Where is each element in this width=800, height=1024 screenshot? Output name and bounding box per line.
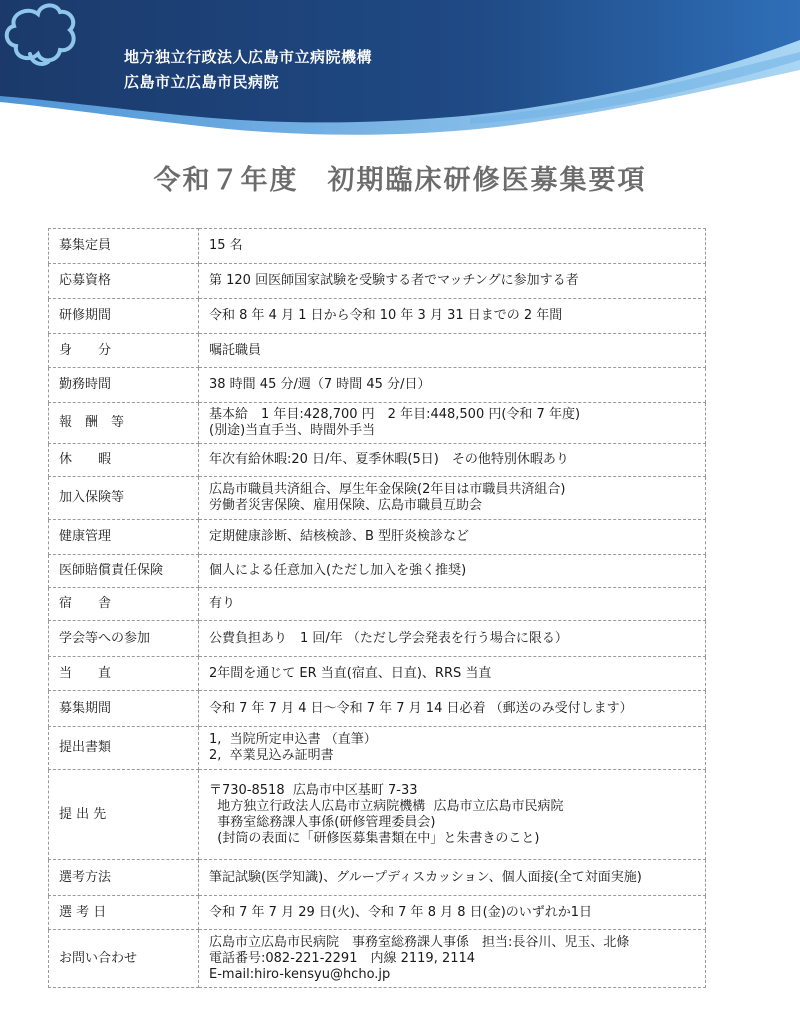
row-label: 研修期間	[49, 299, 199, 334]
row-value-line: 第 120 回医師国家試験を受験する者でマッチングに参加する者	[209, 273, 579, 288]
row-value-line: 基本給 1 年目:428,700 円 2 年目:448,500 円(令和 7 年度)	[209, 407, 581, 422]
row-label: 当 直	[49, 657, 199, 691]
row-value-line: 電話番号:082-221-2291 内線 2119, 2114	[209, 950, 476, 966]
row-value-line: 地方独立行政法人広島市立病院機構 広島市立広島市民病院	[209, 798, 564, 814]
hospital-name: 広島市立広島市民病院	[124, 73, 280, 91]
row-label: 勤務時間	[49, 368, 199, 403]
header-wave-background	[0, 0, 800, 150]
row-value	[199, 770, 706, 860]
row-value	[199, 444, 706, 477]
row-value-line: 令和 7 年 7 月 29 日(火)、令和 7 年 8 月 8 日(金)のいずれか1日	[209, 904, 593, 920]
row-value-line: 事務室総務課人事係(研修管理委員会)	[209, 814, 436, 830]
row-label: 募集定員	[49, 229, 199, 264]
table-row	[49, 299, 706, 334]
row-value	[199, 930, 706, 988]
table-row	[49, 691, 706, 727]
row-value-line: (別途)当直手当、時間外手当	[209, 423, 376, 438]
table-row	[49, 588, 706, 621]
row-value-line: 年次有給休暇:20 日/年、夏季休暇(5日) その他特別休暇あり	[209, 452, 569, 467]
table-row	[49, 727, 706, 770]
table-row	[49, 229, 706, 264]
row-value-line: 個人による任意加入(ただし加入を強く推奨)	[209, 563, 467, 578]
row-value	[199, 520, 706, 555]
row-label: 身 分	[49, 334, 199, 368]
row-label: 加入保険等	[49, 477, 199, 520]
row-label: 応募資格	[49, 264, 199, 299]
row-value-line: 筆記試験(医学知識)、グループディスカッション、個人面接(全て対面実施)	[209, 869, 642, 885]
row-value-line: (封筒の表面に「研修医募集書類在中」と朱書きのこと)	[209, 830, 540, 846]
row-value	[199, 368, 706, 403]
table-row	[49, 621, 706, 657]
row-value	[199, 588, 706, 621]
organization-name: 地方独立行政法人広島市立病院機構	[124, 48, 373, 66]
row-value-line: 嘱託職員	[209, 342, 262, 358]
row-value-line: 定期健康診断、結核検診、B 型肝炎検診など	[209, 529, 470, 544]
row-value-line: 1, 当院所定申込書 （直筆）	[209, 732, 377, 747]
row-label: 報 酬 等	[49, 403, 199, 444]
row-value	[199, 334, 706, 368]
table-row	[49, 896, 706, 930]
row-value-line: 2, 卒業見込み証明書	[209, 748, 334, 763]
row-label: 募集期間	[49, 691, 199, 727]
table-row	[49, 403, 706, 444]
row-label: 選 考 日	[49, 896, 199, 930]
header-banner	[0, 0, 800, 150]
row-label: お問い合わせ	[49, 930, 199, 988]
row-value-line: 38 時間 45 分/週（7 時間 45 分/日）	[209, 377, 431, 392]
page-title: 令和７年度 初期臨床研修医募集要項	[153, 165, 647, 196]
row-label: 宿 舎	[49, 588, 199, 621]
row-label: 休 暇	[49, 444, 199, 477]
row-value	[199, 691, 706, 727]
row-value	[199, 264, 706, 299]
row-label: 提 出 先	[49, 770, 199, 860]
table-row	[49, 520, 706, 555]
row-value-line: 広島市職員共済組合、厚生年金保険(2年目は市職員共済組合)	[209, 482, 566, 497]
table-row	[49, 334, 706, 368]
row-value	[199, 860, 706, 896]
row-value	[199, 657, 706, 691]
table-row	[49, 657, 706, 691]
row-value	[199, 727, 706, 770]
row-value-line: E-mail:hiro-kensyu@hcho.jp	[209, 966, 391, 982]
table-row	[49, 860, 706, 896]
hospital-logo-icon	[0, 0, 80, 72]
row-label: 健康管理	[49, 520, 199, 555]
row-label: 提出書類	[49, 727, 199, 770]
recruitment-table	[48, 228, 706, 988]
row-value	[199, 229, 706, 264]
row-value	[199, 299, 706, 334]
row-label: 選考方法	[49, 860, 199, 896]
row-value-line: 〒730-8518 広島市中区基町 7-33	[209, 782, 418, 798]
row-value-line: 広島市立広島市民病院 事務室総務課人事係 担当:長谷川、児玉、北條	[209, 934, 630, 950]
row-value	[199, 621, 706, 657]
table-row	[49, 368, 706, 403]
row-value	[199, 555, 706, 588]
row-value-line: 公費負担あり 1 回/年 （ただし学会発表を行う場合に限る）	[209, 630, 568, 646]
table-row	[49, 930, 706, 988]
table-row	[49, 555, 706, 588]
table-row	[49, 264, 706, 299]
table-row	[49, 477, 706, 520]
table-row	[49, 444, 706, 477]
row-value	[199, 403, 706, 444]
row-label: 医師賠償責任保険	[49, 555, 199, 588]
row-value-line: 労働者災害保険、雇用保険、広島市職員互助会	[209, 498, 483, 513]
row-label: 学会等への参加	[49, 621, 199, 657]
row-value-line: 有り	[209, 596, 236, 611]
row-value	[199, 477, 706, 520]
row-value-line: 令和 7 年 7 月 4 日～令和 7 年 7 月 14 日必着 （郵送のみ受付します）	[209, 700, 633, 716]
row-value-line: 15 名	[209, 238, 243, 253]
row-value	[199, 896, 706, 930]
table-row	[49, 770, 706, 860]
row-value-line: 2年間を通じて ER 当直(宿直、日直)、RRS 当直	[209, 665, 492, 681]
row-value-line: 令和 8 年 4 月 1 日から令和 10 年 3 月 31 日までの 2 年間	[209, 308, 563, 323]
